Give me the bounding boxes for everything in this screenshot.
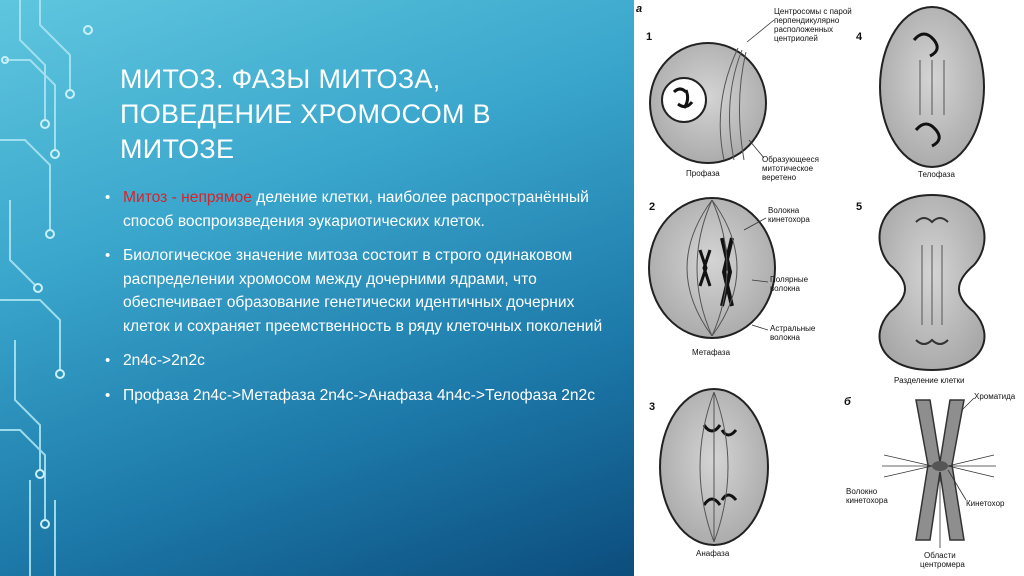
bullet-dot: •	[105, 352, 111, 369]
number-3: 3	[649, 401, 656, 413]
title-line: ПОВЕДЕНИЕ ХРОМОСОМ В	[120, 99, 491, 129]
prophase-cell	[650, 43, 766, 163]
svg-text:Волокно: Волокно	[846, 487, 878, 496]
svg-text:Образующееся: Образующееся	[762, 155, 819, 164]
number-2: 2	[649, 201, 656, 213]
bullet-highlight: Митоз - непрямое	[123, 189, 252, 206]
prophase-label: Профаза	[686, 169, 720, 178]
bullet-text: Профаза 2n4c->Метафаза 2n4c->Анафаза 4n4c->Телофаза 2n2c	[123, 386, 596, 404]
number-1: 1	[646, 31, 653, 43]
circuit-decoration	[0, 0, 110, 576]
bullet-dot: •	[105, 386, 111, 404]
number-4: 4	[856, 31, 863, 43]
bullet-item	[103, 244, 623, 338]
bullet-dot: •	[105, 189, 111, 206]
bullet-text: 2n4c->2n2c	[123, 352, 205, 369]
spindle-annotation	[749, 140, 819, 182]
bullet-text: деление клетки, наиболее распространённый способ воспроизведения эукариотических клеток.	[123, 189, 589, 230]
chromatid-annotation	[962, 392, 1016, 410]
svg-text:Волокна: Волокна	[768, 206, 800, 215]
mitosis-figure	[634, 0, 1024, 576]
telophase-cell	[880, 7, 984, 167]
metaphase-cell	[649, 198, 775, 338]
astral-fibers-annotation	[752, 324, 816, 342]
centrosomes-annotation	[747, 7, 852, 43]
bullet-item	[103, 384, 623, 408]
panel-b-label: б	[844, 396, 851, 408]
svg-text:Центросомы с парой: Центросомы с парой	[774, 7, 852, 16]
svg-text:волокна: волокна	[770, 284, 801, 293]
svg-text:Хроматида: Хроматида	[974, 392, 1016, 401]
division-cell	[880, 195, 985, 370]
svg-text:веретено: веретено	[762, 173, 797, 182]
anaphase-cell	[660, 389, 768, 545]
mitosis-diagram	[634, 0, 1024, 576]
svg-text:перпендикулярно: перпендикулярно	[774, 16, 840, 25]
slide-title	[120, 62, 600, 167]
svg-text:волокна: волокна	[770, 333, 801, 342]
svg-text:расположенных: расположенных	[774, 25, 834, 34]
panel-a-label: а	[636, 3, 643, 15]
bullet-item	[103, 349, 623, 373]
svg-text:Области: Области	[924, 551, 956, 560]
svg-text:Кинетохор: Кинетохор	[966, 499, 1005, 508]
telophase-label: Телофаза	[918, 170, 955, 179]
kinetochore-fiber-annotation	[846, 487, 888, 505]
svg-text:Астральные: Астральные	[770, 324, 816, 333]
svg-text:кинетохора: кинетохора	[768, 215, 810, 224]
title-line: МИТОЗЕ	[120, 134, 235, 164]
title-line: МИТОЗ. ФАЗЫ МИТОЗА,	[120, 64, 441, 94]
division-label: Разделение клетки	[894, 376, 965, 385]
bullet-item	[103, 186, 623, 233]
svg-text:центромера: центромера	[920, 560, 965, 569]
chromosome-diagram	[882, 400, 996, 540]
metaphase-label: Метафаза	[692, 348, 731, 357]
svg-text:Полярные: Полярные	[770, 275, 809, 284]
anaphase-label: Анафаза	[696, 549, 730, 558]
svg-text:митотическое: митотическое	[762, 164, 814, 173]
bullet-text: Биологическое значение митоза состоит в строго одинаковом распределении хромосом между дочерними ядрами, что обеспечивает образование генетически идентичных дочерних клеток и сохраняет преемственность в ряду клеточных поколений	[123, 247, 603, 335]
number-5: 5	[856, 201, 863, 213]
bullet-list	[103, 186, 623, 418]
bullet-dot: •	[105, 247, 111, 264]
svg-text:кинетохора: кинетохора	[846, 496, 888, 505]
svg-text:центриолей: центриолей	[774, 34, 818, 43]
